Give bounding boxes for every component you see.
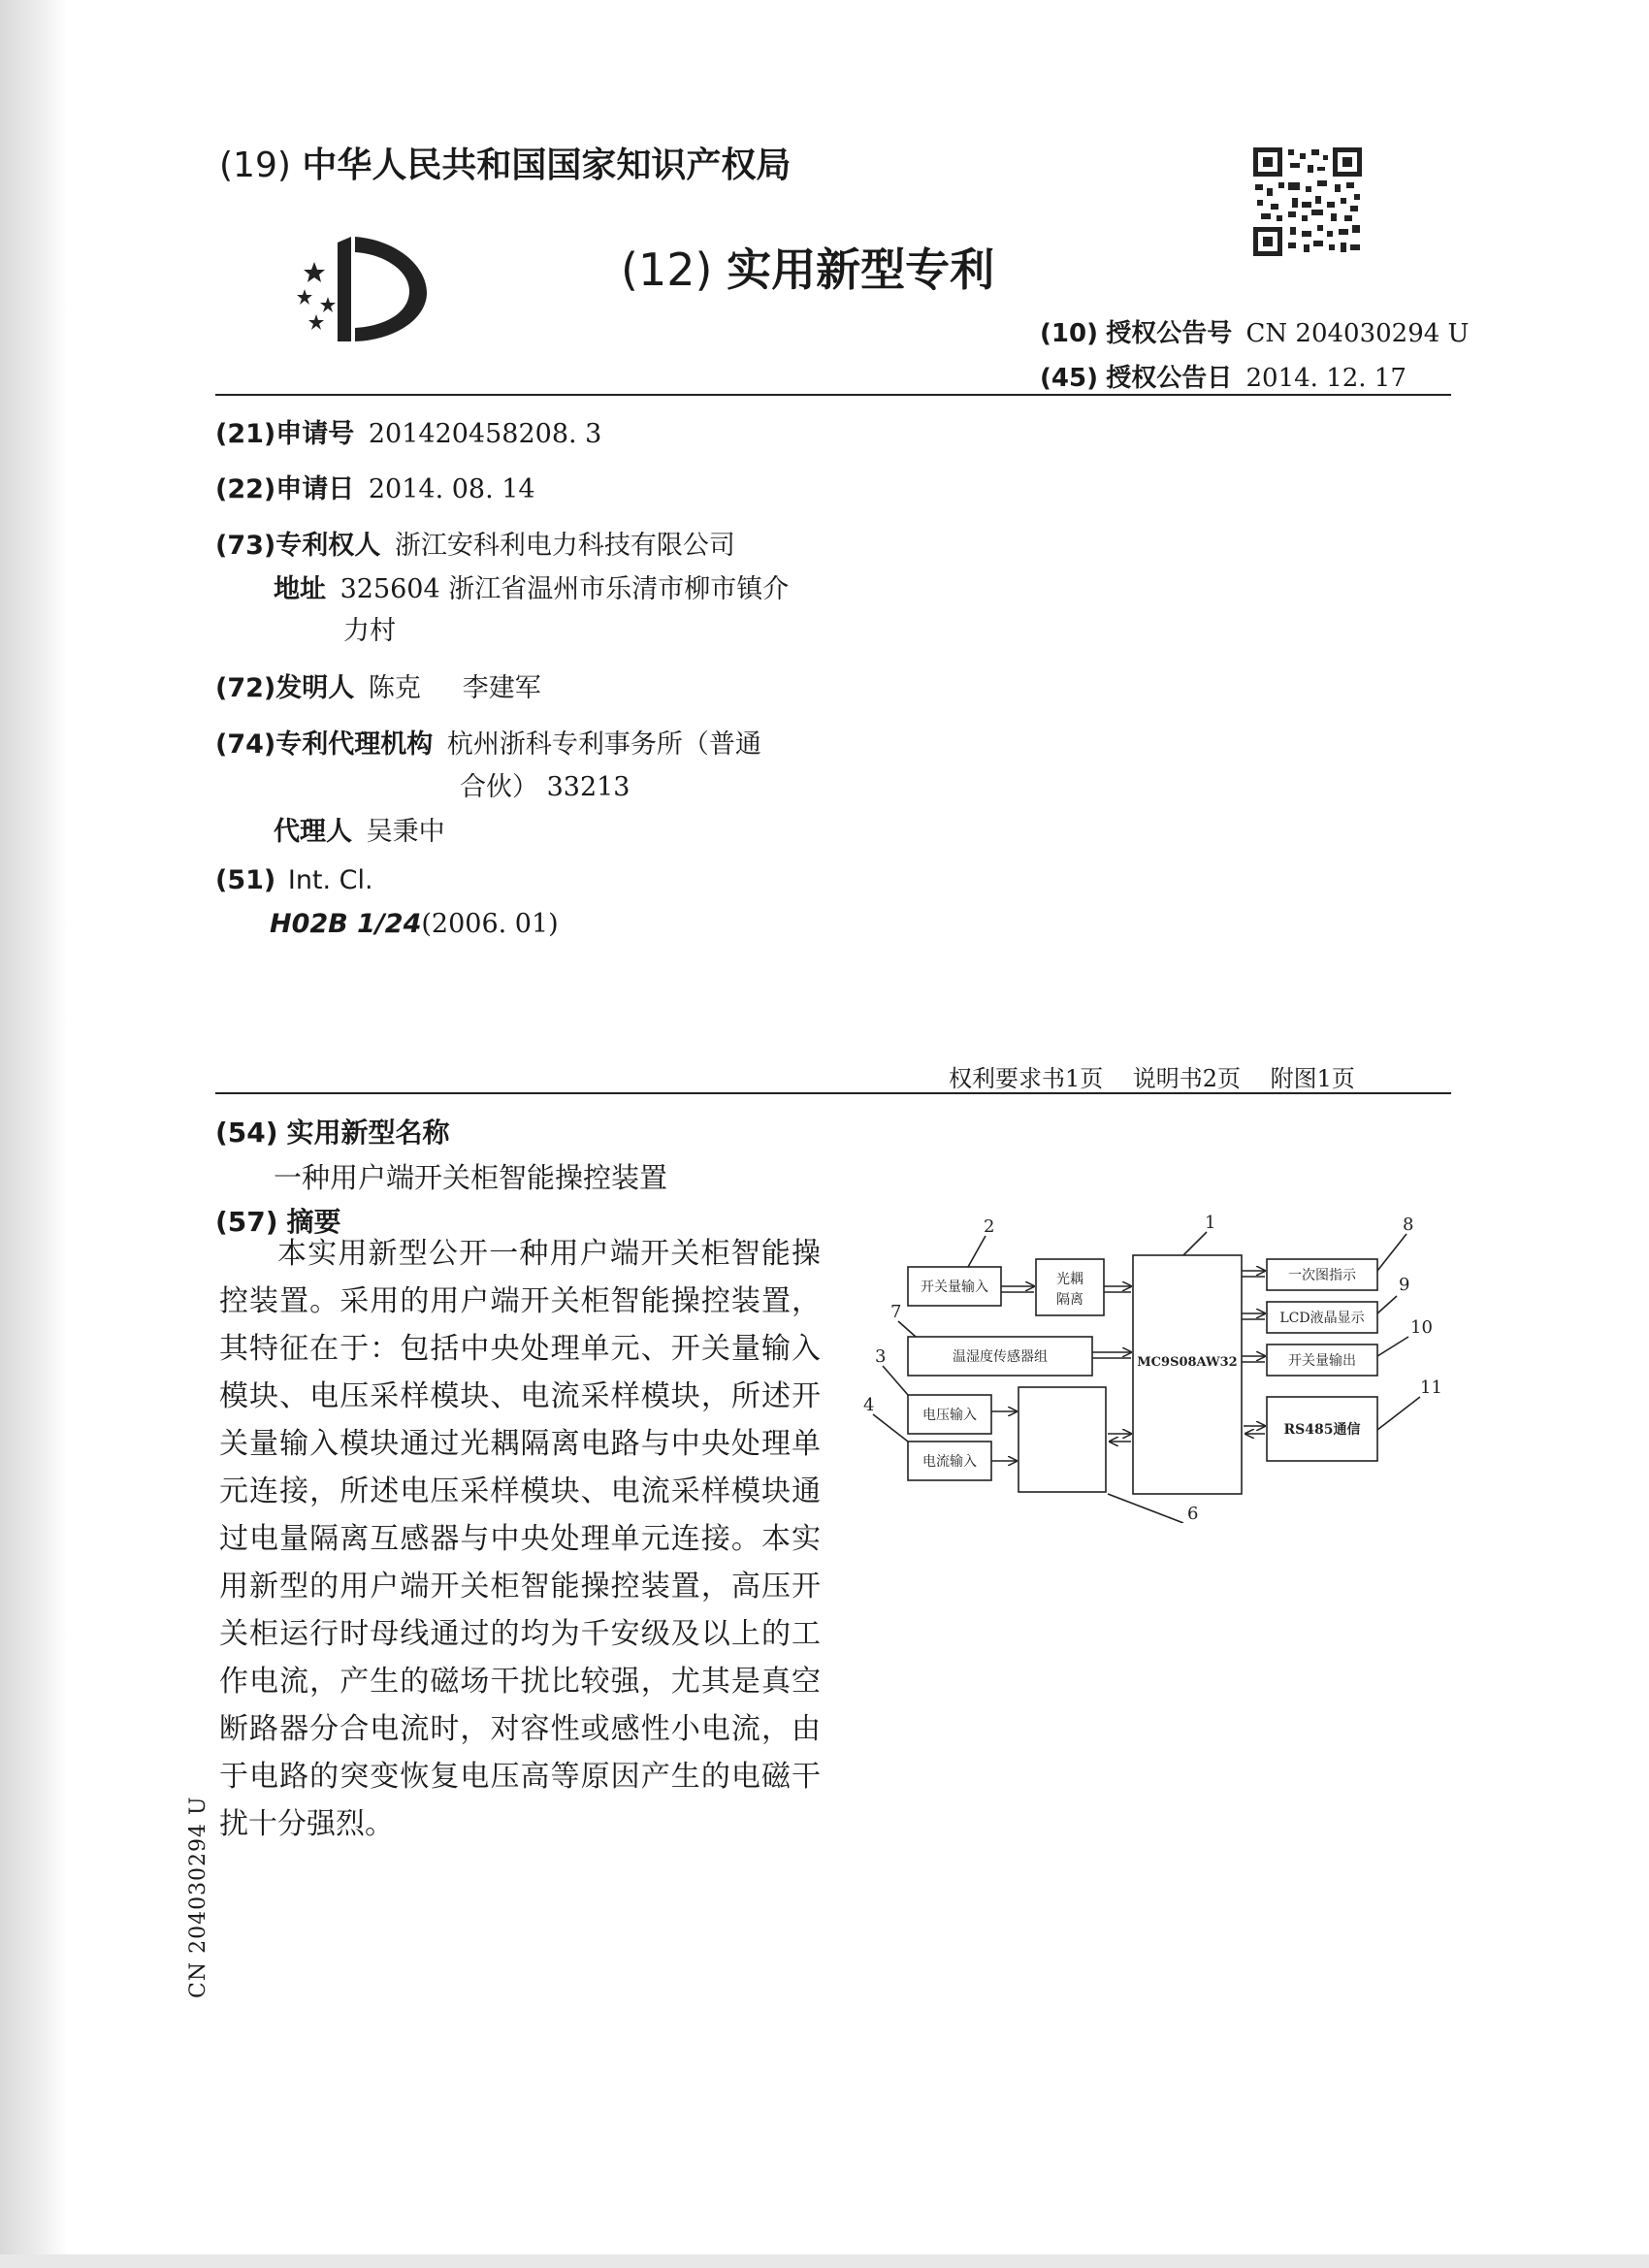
abstract-heading: (57) 摘要 [215,1206,341,1238]
section-rule [215,1092,1451,1094]
inventor: (72)发明人 陈克 李建军 [215,673,541,703]
qr-code [1253,147,1362,256]
ref-7: 7 [890,1302,902,1322]
side-publication-id: CN 204030294 U [186,1796,210,1998]
ref-11: 11 [1420,1377,1442,1398]
pub-no-value: CN 204030294 U [1245,319,1470,348]
pub-date-code: (45) [1040,364,1098,393]
utility-model-title: 一种用户端开关柜智能操控装置 [274,1161,668,1194]
office-line [219,138,791,187]
title-heading: (54) 实用新型名称 [215,1117,450,1149]
scan-bottom-edge [0,2254,1649,2268]
pub-no-code: (10) [1040,319,1098,348]
address-line2: 力村 [343,616,396,646]
label-opto-line2: 隔离 [1056,1292,1083,1308]
agency: (74)专利代理机构 杭州浙科专利事务所（普通 [215,729,761,760]
doc-kind: 实用新型专利 [727,243,995,296]
pub-no-label: 授权公告号 [1106,319,1233,348]
label-lcd: LCD液晶显示 [1279,1311,1365,1326]
application-number: (21)申请号 201420458208. 3 [215,419,602,449]
ref-10: 10 [1410,1317,1433,1338]
header-rule [215,394,1451,396]
address: 地址 325604 浙江省温州市乐清市柳市镇介 [274,574,790,604]
label-switch-input: 开关量输入 [921,1280,988,1295]
cnipa-emblem [291,233,436,349]
agency-line2: 合伙） 33213 [460,772,630,802]
int-cl: (51) Int. Cl. [215,865,373,895]
label-opto-line1: 光耦 [1056,1272,1083,1287]
abstract-text: 本实用新型公开一种用户端开关柜智能操控装置。采用的用户端开关柜智能操控装置，其特征在于：包括中央处理单元、开关量输入模块、电压采样模块、电流采样模块，所述开关量输入模块通过光耦隔离电路与中央处理单元连接，所述电压采样模块、电流采样模块通过电量隔离互感器与中央处理单元连接。本实用新型的用户端开关柜智能操控装置，高压开关柜运行时母线通过的均为千安级及以上的工作电流，产生的磁场干扰比较强，尤其是真空断路器分合电流时，对容性或感性小电流，由于电路的突变恢复电压高等原因产生的电磁干扰十分强烈。 [219,1237,821,1841]
ref-4: 4 [863,1395,875,1415]
doc-kind-code: (12) [621,243,713,296]
agent: 代理人 吴秉中 [274,817,445,847]
ref-6: 6 [1187,1504,1199,1523]
label-voltage-input: 电压输入 [922,1408,977,1423]
label-primary-indicator: 一次图指示 [1288,1268,1356,1283]
block-diagram [854,1213,1474,1523]
ref-1: 1 [1205,1213,1216,1233]
application-date: (22)申请日 2014. 08. 14 [215,474,535,504]
int-cl-class: H02B 1/24(2006. 01) [270,909,559,939]
ref-3: 3 [875,1346,887,1367]
label-current-input: 电流输入 [922,1454,977,1470]
ref-8: 8 [1403,1215,1414,1235]
patentee: (73)专利权人 浙江安科利电力科技有限公司 [215,531,735,561]
isolation-transformer-block [1018,1387,1106,1492]
ref-2: 2 [984,1216,995,1237]
label-temp-humidity: 温湿度传感器组 [953,1349,1048,1365]
office-name: 中华人民共和国国家知识产权局 [302,146,792,185]
label-mcu: MC9S08AW32 [1137,1355,1238,1370]
doc-kind-line [621,235,994,299]
label-switch-output: 开关量输出 [1288,1353,1356,1369]
label-rs485: RS485通信 [1283,1422,1361,1438]
ref-9: 9 [1399,1275,1410,1295]
page-counts: 权利要求书1页 说明书2页 附图1页 [949,1065,1355,1092]
pub-date-line [1040,358,1406,394]
office-code: (19) [219,146,291,185]
scan-shadow [0,0,68,2268]
mcu-block [1133,1255,1242,1494]
pub-date-value: 2014. 12. 17 [1245,364,1406,393]
pub-number-line [1040,313,1469,349]
pub-date-label: 授权公告日 [1106,364,1233,393]
